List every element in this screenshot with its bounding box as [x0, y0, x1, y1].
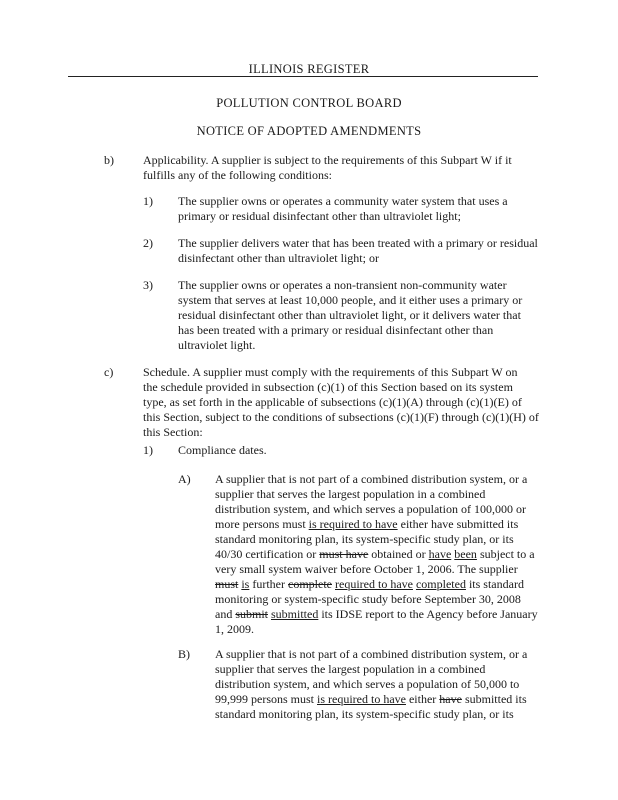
subsection-b-label: b) [104, 153, 114, 167]
text-segment: distribution system, and which serves a population of 100,000 or [215, 502, 526, 516]
text-line: residual disinfectant other than ultraviolet light, or it delivers water that [178, 308, 521, 322]
inserted-text: been [454, 547, 477, 561]
text-line: The supplier owns or operates a community water system that uses a [178, 194, 508, 208]
text-line [215, 692, 527, 707]
inserted-text: completed [415, 577, 466, 591]
inserted-text: is [241, 577, 250, 591]
item-cB-text [215, 647, 527, 722]
inserted-text: is required to have [317, 692, 406, 706]
text-segment: and [215, 607, 236, 621]
inserted-text: submitted [271, 607, 319, 621]
text-line [215, 677, 527, 692]
text-segment: very small system waiver before October 1, 2006. The supplier [215, 562, 518, 576]
deleted-text: submit [235, 607, 268, 621]
item-b2-label: 2) [143, 236, 153, 250]
text-line [215, 592, 538, 607]
notice-title: NOTICE OF ADOPTED AMENDMENTS [196, 124, 422, 138]
inserted-text: have [428, 547, 452, 561]
header-rule [68, 76, 538, 77]
item-cB-label: B) [178, 647, 190, 661]
text-segment: supplier that serves the largest population in a combined [215, 662, 486, 676]
text-line: this Section, subject to the conditions of subsections (c)(1)(F) through (c)(1)(H) of [143, 410, 539, 424]
text-line [215, 547, 538, 562]
item-b1-text [178, 194, 508, 224]
item-cA-label: A) [178, 472, 191, 486]
text-segment: standard monitoring plan, its system-specific study plan, or its [215, 532, 514, 546]
text-line [215, 517, 538, 532]
text-line: Applicability. A supplier is subject to the requirements of this Subpart W if it [143, 153, 512, 167]
text-line [215, 647, 527, 662]
text-segment: supplier that serves the largest population in a combined [215, 487, 486, 501]
text-segment: further [249, 577, 289, 591]
item-c1-label: 1) [143, 443, 153, 457]
item-b1-label: 1) [143, 194, 153, 208]
deleted-text: must have [319, 547, 369, 561]
text-segment: its IDSE report to the Agency before January [318, 607, 538, 621]
text-line [215, 607, 538, 622]
text-line: disinfectant other than ultraviolet light; or [178, 251, 379, 265]
register-title: ILLINOIS REGISTER [248, 62, 370, 76]
item-b3-text [178, 278, 522, 353]
text-segment: 40/30 certification or [215, 547, 320, 561]
inserted-text: required to have [335, 577, 413, 591]
text-line: this Section: [143, 425, 203, 439]
text-line [215, 532, 538, 547]
text-segment: monitoring or system-specific study before September 30, 2008 [215, 592, 521, 606]
text-segment: either [405, 692, 440, 706]
text-segment: obtained or [368, 547, 429, 561]
text-line: type, as set forth in the applicable of subsections (c)(1)(A) through (c)(1)(E) of [143, 395, 522, 409]
text-line [215, 577, 538, 592]
text-line: system that serves at least 10,000 people, and it either uses a primary or [178, 293, 523, 307]
deleted-text: complete [288, 577, 332, 591]
subsection-c-label: c) [104, 365, 114, 379]
text-segment: more persons must [215, 517, 309, 531]
text-segment: its standard [465, 577, 524, 591]
text-line: ultraviolet light. [178, 338, 256, 352]
subsection-c-text [143, 365, 539, 440]
item-c1-text: Compliance dates. [178, 443, 267, 457]
text-line [215, 487, 538, 502]
text-segment: standard monitoring plan, its system-specific study plan, or its [215, 707, 514, 721]
item-b2-text [178, 236, 538, 266]
text-segment: A supplier that is not part of a combined distribution system, or a [215, 472, 528, 486]
text-line [215, 662, 527, 677]
text-line: primary or residual disinfectant other than ultraviolet light; [178, 209, 461, 223]
subsection-b-text [143, 153, 512, 183]
text-line: The supplier owns or operates a non-transient non-community water [178, 278, 507, 292]
text-line: the schedule provided in subsection (c)(1) of this Section based on its system [143, 380, 513, 394]
item-b3-label: 3) [143, 278, 153, 292]
text-line [215, 502, 538, 517]
text-line: fulfills any of the following conditions: [143, 168, 332, 182]
text-segment: A supplier that is not part of a combined distribution system, or a [215, 647, 528, 661]
text-line [215, 472, 538, 487]
text-line [215, 707, 527, 722]
text-line: Schedule. A supplier must comply with the requirements of this Subpart W on [143, 365, 518, 379]
text-line: has been treated with a primary or residual disinfectant other than [178, 323, 494, 337]
text-segment: either have submitted its [397, 517, 519, 531]
text-segment: 1, 2009. [215, 622, 254, 636]
text-segment: submitted its [461, 692, 527, 706]
text-segment: subject to a [476, 547, 535, 561]
deleted-text: have [439, 692, 462, 706]
text-line [215, 622, 538, 637]
text-segment: 99,999 persons must [215, 692, 317, 706]
text-line [215, 562, 538, 577]
text-segment: distribution system, and which serves a population of 50,000 to [215, 677, 520, 691]
item-cA-text [215, 472, 538, 637]
inserted-text: is required to have [308, 517, 398, 531]
board-title: POLLUTION CONTROL BOARD [216, 96, 402, 110]
deleted-text: must [215, 577, 239, 591]
text-line: The supplier delivers water that has been treated with a primary or residual [178, 236, 538, 250]
